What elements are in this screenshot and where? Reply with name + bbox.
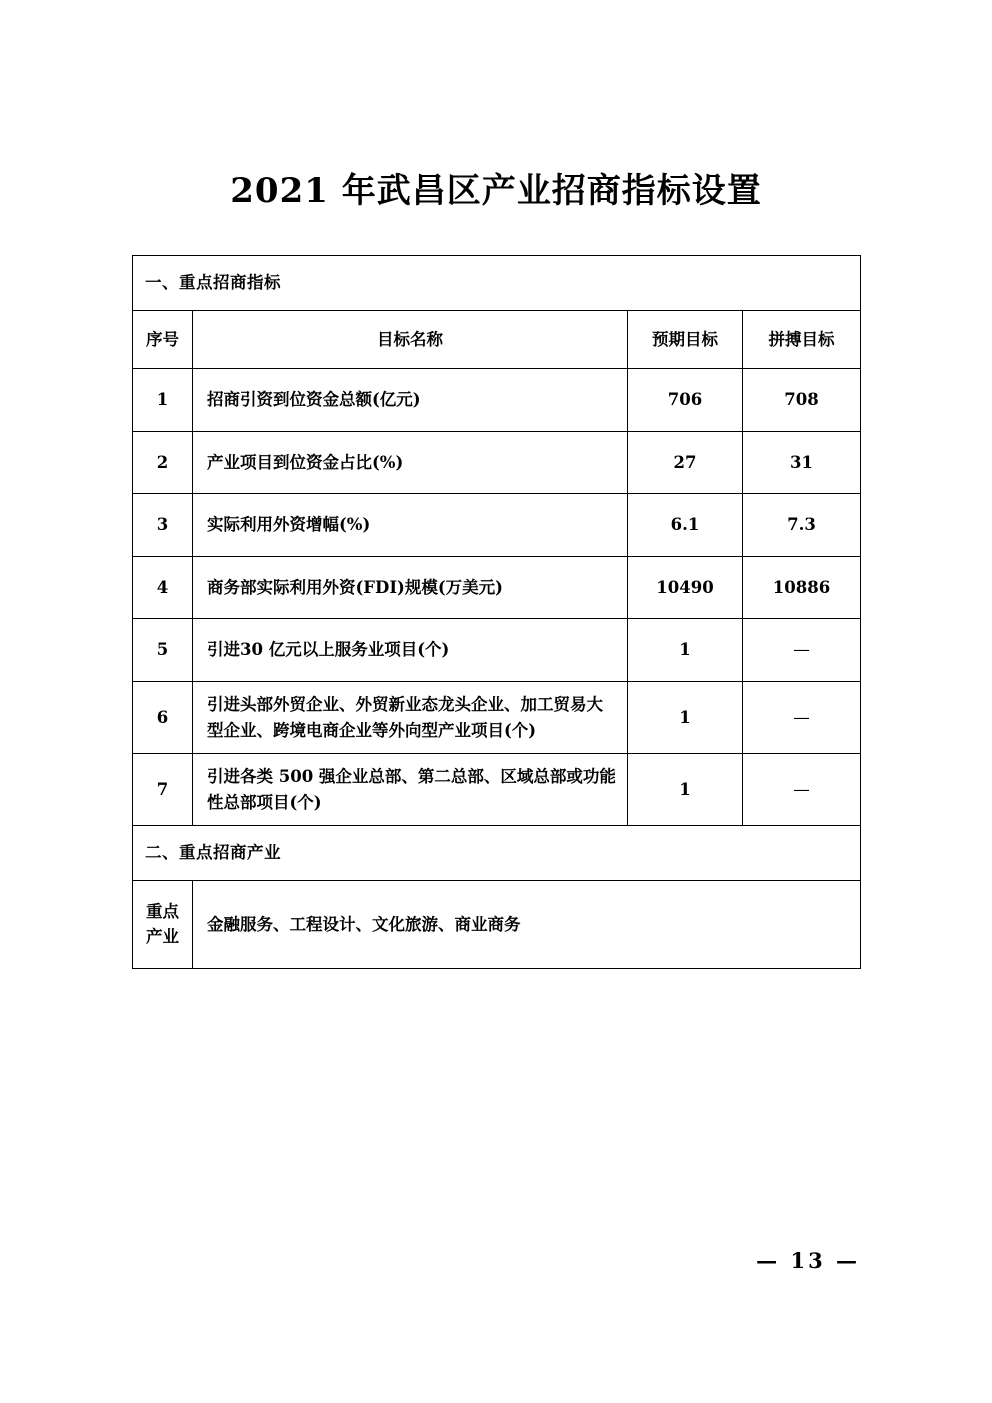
row-no: 2 — [133, 431, 193, 494]
section-heading-indicators: 一、重点招商指标 — [133, 256, 861, 311]
row-stretch: — — [743, 681, 861, 753]
row-stretch: 708 — [743, 369, 861, 432]
row-expected: 27 — [628, 431, 743, 494]
header-stretch: 拼搏目标 — [743, 310, 861, 369]
row-expected: 706 — [628, 369, 743, 432]
row-stretch: 10886 — [743, 556, 861, 619]
row-no: 1 — [133, 369, 193, 432]
row-stretch: 7.3 — [743, 494, 861, 557]
row-stretch: — — [743, 754, 861, 826]
table-row — [133, 494, 861, 557]
section-heading-industries: 二、重点招商产业 — [133, 826, 861, 881]
row-name: 引进各类 500 强企业总部、第二总部、区域总部或功能性总部项目(个) — [193, 754, 628, 826]
header-no: 序号 — [133, 310, 193, 369]
table-row — [133, 431, 861, 494]
row-expected: 6.1 — [628, 494, 743, 557]
table-row — [133, 681, 861, 753]
header-name: 目标名称 — [193, 310, 628, 369]
row-no: 6 — [133, 681, 193, 753]
table-row — [133, 754, 861, 826]
page-number: — 13 — — [756, 1248, 860, 1273]
section-heading-row — [133, 826, 861, 881]
key-industries-row — [133, 880, 861, 968]
row-expected: 1 — [628, 681, 743, 753]
table-row — [133, 556, 861, 619]
row-expected: 1 — [628, 754, 743, 826]
row-stretch: — — [743, 619, 861, 682]
indicators-table-container — [132, 255, 860, 969]
table-row — [133, 369, 861, 432]
row-no: 4 — [133, 556, 193, 619]
page-title: 2021 年武昌区产业招商指标设置 — [230, 171, 762, 211]
row-stretch: 31 — [743, 431, 861, 494]
row-expected: 10490 — [628, 556, 743, 619]
row-name: 实际利用外资增幅(%) — [193, 494, 628, 557]
table-row — [133, 619, 861, 682]
header-expected: 预期目标 — [628, 310, 743, 369]
table-header-row — [133, 310, 861, 369]
indicators-table — [132, 255, 861, 969]
key-industries-label: 重点产业 — [133, 880, 193, 968]
row-name: 商务部实际利用外资(FDI)规模(万美元) — [193, 556, 628, 619]
row-name: 引进30 亿元以上服务业项目(个) — [193, 619, 628, 682]
key-industries-value: 金融服务、工程设计、文化旅游、商业商务 — [193, 880, 861, 968]
row-name: 引进头部外贸企业、外贸新业态龙头企业、加工贸易大型企业、跨境电商企业等外向型产业项目(个) — [193, 681, 628, 753]
row-name: 招商引资到位资金总额(亿元) — [193, 369, 628, 432]
row-no: 5 — [133, 619, 193, 682]
section-heading-row — [133, 256, 861, 311]
row-no: 3 — [133, 494, 193, 557]
row-expected: 1 — [628, 619, 743, 682]
row-name: 产业项目到位资金占比(%) — [193, 431, 628, 494]
row-no: 7 — [133, 754, 193, 826]
